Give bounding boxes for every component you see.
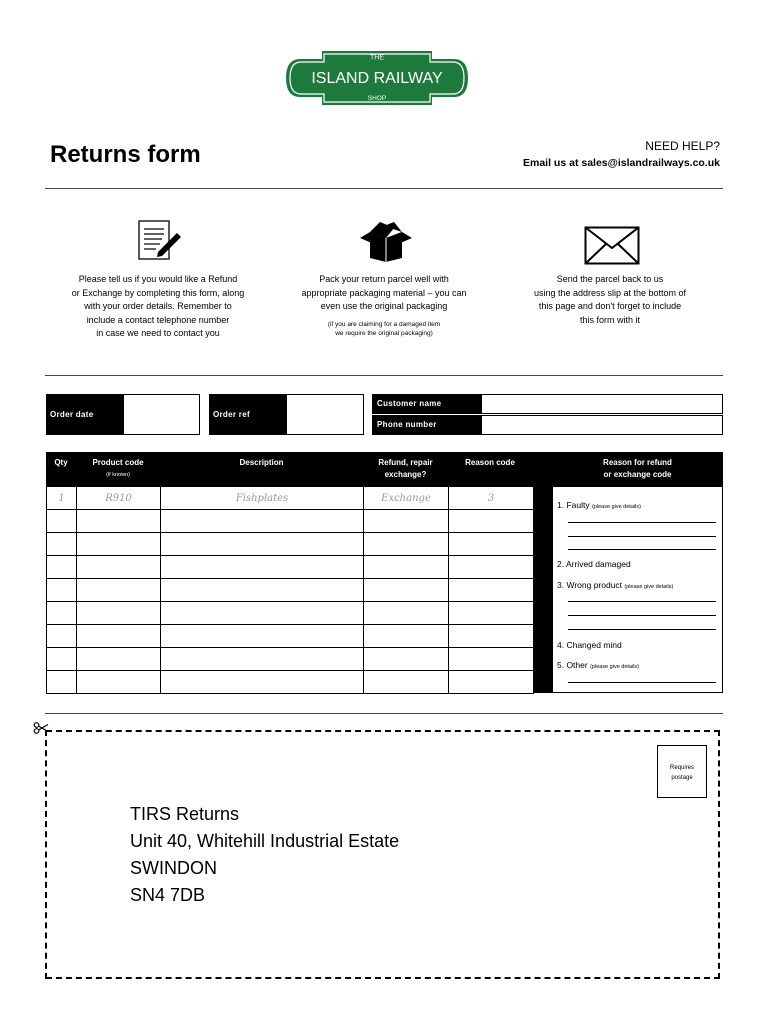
address-line: Unit 40, Whitehill Industrial Estate	[130, 831, 400, 851]
qty-cell[interactable]	[47, 556, 77, 579]
reason-code-cell[interactable]	[449, 533, 534, 556]
reason-3-label: 3. Wrong product	[557, 580, 623, 590]
envelope-icon	[584, 226, 634, 270]
refund-cell[interactable]	[364, 579, 449, 602]
description-cell[interactable]	[161, 671, 364, 694]
reason-code-cell[interactable]	[449, 671, 534, 694]
reason-code-cell[interactable]	[449, 579, 534, 602]
address-line: SWINDON	[130, 858, 217, 878]
reason-5-label: 5. Other	[557, 660, 588, 670]
step-2-line: appropriate packaging material – you can	[301, 287, 467, 298]
logo-top-text: THE	[370, 54, 384, 62]
logo-main-text: ISLAND RAILWAY	[311, 70, 443, 87]
table-row	[47, 671, 534, 694]
qty-cell[interactable]	[47, 648, 77, 671]
qty-cell[interactable]: 1	[47, 487, 77, 510]
postage-line: postage	[671, 775, 693, 781]
qty-cell[interactable]	[47, 510, 77, 533]
reason-1-label: 1. Faulty	[557, 500, 590, 510]
description-cell[interactable]	[161, 510, 364, 533]
order-date-label: Order date	[46, 394, 124, 435]
qty-cell[interactable]	[47, 533, 77, 556]
description-cell[interactable]	[161, 579, 364, 602]
refund-cell[interactable]	[364, 533, 449, 556]
product-code-cell[interactable]: R910	[77, 487, 161, 510]
step-2-note-line: (if you are claiming for a damaged item	[327, 320, 441, 328]
step-1-text	[58, 273, 258, 341]
refund-cell[interactable]	[364, 671, 449, 694]
reason-1-note: (please give details)	[591, 504, 641, 510]
refund-cell[interactable]	[364, 602, 449, 625]
separator-strip	[533, 486, 552, 693]
header-reason-code: Reason code	[448, 457, 532, 469]
step-3-line: this form with it	[579, 314, 640, 325]
detail-line[interactable]	[568, 629, 716, 630]
phone-number-label: Phone number	[372, 415, 482, 435]
table-row	[47, 579, 534, 602]
step-2-note	[284, 320, 484, 338]
qty-cell[interactable]	[47, 625, 77, 648]
product-code-cell[interactable]	[77, 602, 161, 625]
header-product-code	[76, 457, 160, 481]
product-code-cell[interactable]	[77, 510, 161, 533]
header-reason-refund-line: Reason for refund	[603, 458, 672, 467]
order-ref-label: Order ref	[209, 394, 287, 435]
cut-line-bottom	[46, 977, 720, 979]
step-3-line: this page and don't forget to include	[538, 301, 682, 311]
reason-5-note: (please give details)	[590, 664, 640, 670]
table-row	[47, 556, 534, 579]
reason-5	[557, 659, 639, 673]
items-table	[46, 486, 534, 694]
header-product-code-label: Product code	[92, 458, 144, 467]
detail-line[interactable]	[568, 522, 716, 523]
reason-3-note: (please give details)	[624, 584, 674, 590]
help-block	[523, 138, 720, 172]
reason-2: 2. Arrived damaged	[557, 559, 631, 569]
help-title: NEED HELP?	[645, 139, 720, 153]
reason-code-cell[interactable]	[449, 602, 534, 625]
address-line: SN4 7DB	[130, 885, 206, 905]
table-row	[47, 533, 534, 556]
return-address	[130, 801, 399, 909]
qty-cell[interactable]	[47, 602, 77, 625]
step-2-note-line: we require the original packaging)	[335, 329, 433, 337]
reason-code-cell[interactable]: 3	[449, 487, 534, 510]
logo-bottom-text: SHOP	[367, 95, 387, 102]
header-refund	[363, 457, 448, 481]
detail-line[interactable]	[568, 536, 716, 537]
step-1-line: or Exchange by completing this form, along	[71, 287, 245, 298]
header-description: Description	[160, 457, 363, 469]
product-code-cell[interactable]	[77, 556, 161, 579]
cut-line-right	[718, 730, 720, 979]
detail-line[interactable]	[568, 601, 716, 602]
description-cell[interactable]	[161, 556, 364, 579]
reason-1	[557, 499, 641, 513]
header-qty: Qty	[46, 457, 76, 469]
document-pencil-icon	[136, 218, 186, 262]
step-1-line: in case we need to contact you	[96, 328, 220, 338]
postage-line: Requires	[669, 765, 694, 771]
postage-stamp-box	[657, 745, 707, 798]
reason-code-cell[interactable]	[449, 625, 534, 648]
step-3-line: using the address slip at the bottom of	[533, 287, 687, 298]
detail-line[interactable]	[568, 549, 716, 550]
reason-4: 4. Changed mind	[557, 640, 622, 650]
description-cell[interactable]	[161, 648, 364, 671]
product-code-cell[interactable]	[77, 579, 161, 602]
refund-cell[interactable]	[364, 556, 449, 579]
header-reason-refund	[552, 457, 723, 481]
reason-code-cell[interactable]	[449, 648, 534, 671]
header-reason-refund-line: or exchange code	[603, 470, 672, 479]
header-refund-line: exchange?	[384, 470, 427, 479]
refund-cell[interactable]	[364, 625, 449, 648]
phone-number-field[interactable]	[481, 415, 723, 435]
description-cell[interactable]: Fishplates	[161, 487, 364, 510]
address-line: TIRS Returns	[130, 804, 240, 824]
refund-cell[interactable]: Exchange	[364, 487, 449, 510]
cut-line-top	[46, 730, 720, 732]
product-code-cell[interactable]	[77, 648, 161, 671]
reason-code-cell[interactable]	[449, 556, 534, 579]
box-icon	[356, 218, 406, 262]
page-title: Returns form	[50, 141, 201, 168]
order-date-field[interactable]	[123, 394, 200, 435]
qty-cell[interactable]	[47, 671, 77, 694]
customer-name-field[interactable]	[481, 394, 723, 414]
description-cell[interactable]	[161, 625, 364, 648]
customer-name-label: Customer name	[372, 394, 482, 414]
step-3-text	[510, 273, 710, 327]
description-cell[interactable]	[161, 602, 364, 625]
reason-code-cell[interactable]	[449, 510, 534, 533]
step-2-line: even use the original packaging	[320, 301, 448, 311]
qty-cell[interactable]	[47, 579, 77, 602]
reason-3	[557, 579, 673, 593]
island-railway-logo	[282, 45, 472, 111]
table-row	[47, 648, 534, 671]
product-code-cell[interactable]	[77, 533, 161, 556]
detail-line[interactable]	[568, 615, 716, 616]
order-ref-field[interactable]	[286, 394, 364, 435]
step-1-line: Please tell us if you would like a Refund	[78, 274, 238, 284]
refund-cell[interactable]	[364, 648, 449, 671]
table-row	[47, 510, 534, 533]
header-product-code-note: (if known)	[106, 472, 130, 478]
table-row	[47, 602, 534, 625]
table-row	[47, 625, 534, 648]
step-1-line: include a contact telephone number	[86, 314, 230, 325]
divider	[45, 713, 723, 714]
cut-line-left	[45, 730, 47, 979]
product-code-cell[interactable]	[77, 625, 161, 648]
product-code-cell[interactable]	[77, 671, 161, 694]
table-row	[47, 487, 534, 510]
step-2-line: Pack your return parcel well with	[319, 274, 449, 284]
description-cell[interactable]	[161, 533, 364, 556]
detail-line[interactable]	[568, 682, 716, 683]
divider	[45, 188, 723, 189]
step-3-line: Send the parcel back to us	[556, 274, 664, 284]
divider	[45, 375, 723, 376]
step-2-text	[284, 273, 484, 338]
header-refund-line: Refund, repair	[378, 458, 433, 467]
step-1-line: with your order details. Remember to	[84, 301, 232, 311]
refund-cell[interactable]	[364, 510, 449, 533]
help-email[interactable]: Email us at sales@islandrailways.co.uk	[523, 157, 720, 169]
